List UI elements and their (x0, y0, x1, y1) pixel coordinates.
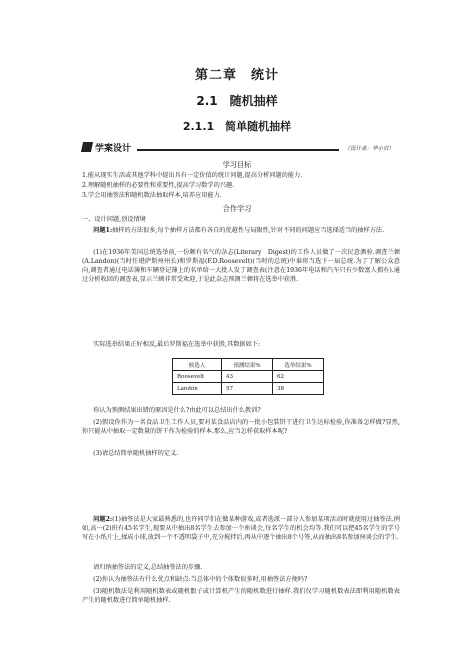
banner-author-note: （设计者：华小启） (339, 142, 394, 156)
question-2-part-1 (82, 515, 400, 542)
question-1-part-2: (2)假设你作为一名食品卫生工作人员,要对某食品店内的一批小包装饼干进行卫生达标检验,你准备怎样做?显然,你只能从中抽取一定数量的饼干作为检验的样本.那么,应当怎样获取样本呢? (82, 419, 400, 436)
question-2-text: (1)抽签法是大家最熟悉的,也许同学们在做某种游戏,或者选派一部分人参加某项活动时就使用过抽签法.例如,高一(2)班有45名学生,现要从中抽出8名学生去参加一个座谈会,每名学生的机会均等.我们可以把45名学生的学号写在小纸片上,揉成小球,放到一个不透明袋子中,充分搅拌后,再从中逐个抽出8个号签,从而抽出8名参加座谈会的学生. (82, 516, 400, 542)
banner-label: 学案设计 (82, 142, 137, 156)
election-table (172, 358, 324, 395)
table-row (173, 371, 324, 383)
question-2-part-3: (3)随机数法是利用随机数表或随机骰子或计算机产生的随机数进行抽样.我们仅学习随机数表法即利用随机数表产生的随机数进行简单随机抽样. (82, 588, 400, 605)
coop-heading: 合作学习 (222, 204, 252, 213)
question-1-label: 问题1: (93, 227, 113, 234)
section-title: 2.1 随机抽样 (196, 94, 278, 108)
question-2-label: 问题2: (93, 516, 113, 523)
question-2-instruction: 请归纳抽签法的定义,总结抽签法的步骤. (93, 564, 203, 571)
table-header: 预测结果% (222, 359, 273, 371)
question-1-intro (82, 226, 400, 235)
goal-item-1: 1.能从现实生活或其他学科中提出具有一定价值的统计问题,提高分析问题的能力. (82, 172, 303, 179)
subsection-title: 2.1.1 简单随机抽样 (182, 120, 292, 133)
table-cell: 38 (273, 383, 324, 395)
table-cell: 57 (222, 383, 273, 395)
question-2-part-2: (2)你认为抽签法有什么优点和缺点:当总体中的个体数很多时,用抽签法方便吗? (93, 576, 308, 583)
study-design-banner (82, 142, 394, 156)
question-1-part-3: (3)请总结简单随机抽样的定义. (93, 450, 179, 457)
question-1-part-1: (1)在1936年美国总统选举前,一份颇有名气的杂志(Literary Digest)的工作人员做了一次民意测验.调查兰顿(A.Landon)(当时任堪萨斯州州长)和罗斯福(F.D.Roosevelt)(当时的总统)中谁将当选下一届总统.为了了解公众意向,调查者通过电话簿和车辆登记簿上的名单给一大批人发了调查表(注意在1936年电话和汽车只有少数富人拥有).通过分析收回的调查表,显示兰顿非常受欢迎,于是此杂志预测兰顿将在选举中获胜. (82, 249, 400, 284)
question-1-text: 抽样的方法很多,每个抽样方法都有各自的优越性与局限性,针对不同的问题应当选择适当的抽样方法. (112, 227, 385, 234)
table-cell: 43 (222, 371, 273, 383)
table-header: 候选人 (173, 359, 222, 371)
goal-item-2: 2.理解随机抽样的必要性和重要性,提高学习数学的兴趣. (82, 182, 235, 189)
table-cell: 62 (273, 371, 324, 383)
question-1-part-1-ask: 你认为预测结果出错的原因是什么?由此可以总结出什么教训? (93, 407, 261, 414)
part-heading: 一、设计问题,创设情境 (82, 216, 146, 223)
goal-item-3: 3.学会用抽签法和随机数法抽取样本,培养应用能力. (82, 192, 222, 199)
goals-heading: 学习目标 (222, 160, 252, 169)
table-header: 选举结果% (273, 359, 324, 371)
chapter-title: 第二章 统计 (194, 68, 279, 83)
table-cell: Roosevelt (173, 371, 222, 383)
table-row (173, 383, 324, 395)
table-cell: Landon (173, 383, 222, 395)
question-1-table-caption: 实际选举结果正好相反,最后罗斯福在选举中获胜,其数据如下: (93, 341, 261, 348)
table-header-row (173, 359, 324, 371)
